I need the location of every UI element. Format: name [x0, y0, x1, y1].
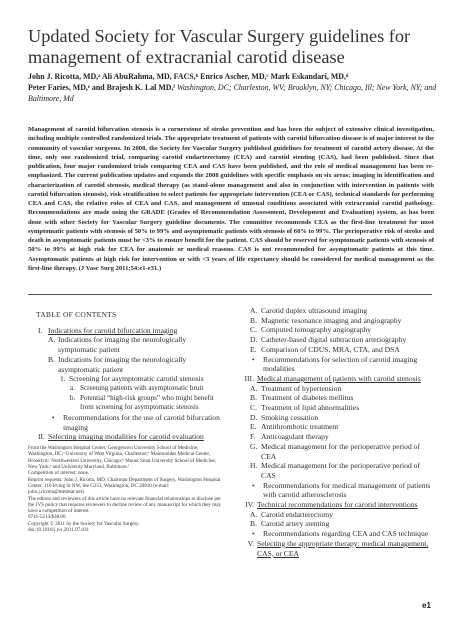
author-names-1: John J. Ricotta, MD,ᵃ Ali AbuRahma, MD, FACS,ᵇ Enrico Ascher, MD,ᶜ Mark Eskandari, MD,ᵈ	[28, 72, 349, 81]
toc-entry-number: E.	[250, 344, 257, 354]
toc-entry-number: A.	[48, 335, 56, 345]
toc-entry-text: Comparison of CDUS, MRA, CTA, and DSA	[261, 344, 400, 354]
toc-entry-text: Smoking cessation	[261, 412, 319, 422]
toc-entry-number: G.	[250, 441, 258, 451]
toc-entry	[240, 481, 436, 500]
toc-entry	[240, 422, 436, 432]
author-block	[28, 71, 438, 105]
page-number: e1	[422, 601, 431, 610]
toc-heading: TABLE OF CONTENTS	[36, 310, 117, 319]
section-divider	[28, 294, 432, 295]
article-title: Updated Society for Vascular Surgery guidelines for management of extracranial carotid disease	[28, 26, 411, 67]
toc-entry	[28, 374, 224, 384]
toc-entry-number: H.	[250, 461, 258, 471]
affiliation-line: Competition of interest: none.	[28, 470, 90, 477]
toc-entry	[240, 384, 436, 394]
toc-entry	[240, 374, 436, 384]
toc-entry-number: III.	[244, 373, 254, 383]
affiliations-footnote	[28, 445, 224, 533]
toc-entry	[28, 413, 224, 432]
abstract: Management of carotid bifurcation stenosis is a cornerstone of stroke prevention and has been the subject of extensive clinical investigation, including multiple controlled randomized trials. The appropriate treatment of patients with carotid bifurcation disease is of major interest to the community of vascular surgeons. In 2008, the Society for Vascular Surgery published guidelines for treatment of carotid artery disease. At the time, only one randomized trial, comparing carotid endarterectomy (CEA) and carotid stenting (CAS), had been published. Since that publication, four major randomized trials comparing CEA and CAS have been published, and the role of medical management has been re-emphasized. The current publication updates and expands the 2008 guidelines with specific emphasis on six areas: imaging in identification and characterization of carotid stenosis, medical therapy (as stand-alone management and also in conjunction with intervention in patients with carotid bifurcation stenosis), risk stratification to select patients for appropriate intervention (CEA or CAS), technical standards for performing CEA and CAS, the relative roles of CEA and CAS, and management of unusual conditions associated with extracranial carotid pathology. Recommendations are made using the GRADE (Grades of Recommendation Assessment, Development and Evaluation) system, as has been done with other Society for Vascular Surgery guideline documents. The committee recommends CEA as the first-line treatment for most symptomatic patients with stenosis of 50% to 99% and asymptomatic patients with stenosis of 60% to 99%. The perioperative risk of stroke and death in asymptomatic patients must be <3% to ensure benefit for the patient. CAS should be reserved for symptomatic patients with stenosis of 50% to 99% at high risk for CEA for anatomic or medical reasons. CAS is not recommended for asymptomatic patients at this time. Asymptomatic patients at high risk for intervention or with <3 years of life expectancy should be considered for medical management as the first-line therapy. (J Vasc Surg 2011;54:e1-e31.)	[28, 126, 434, 272]
toc-entry-text: Computed tomography angiography	[261, 325, 372, 335]
toc-entry-number: •	[252, 480, 255, 490]
toc-entry	[240, 432, 436, 442]
toc-entry-text: Medical management of patients with carotid stenosis	[257, 373, 421, 383]
toc-entry-text: Screening patients with asymptomatic bruit	[80, 383, 204, 392]
right-column	[240, 306, 436, 558]
toc-entry-text: Technical recommendations for carotid interventions	[257, 500, 418, 510]
toc-entry	[240, 403, 436, 413]
toc-entry-number: C.	[250, 325, 257, 335]
affiliation-line: 0741-5214/$36.00	[28, 514, 66, 521]
toc-entry-number: I.	[38, 325, 43, 335]
toc-entry-number: B.	[250, 519, 257, 529]
toc-entry-number: V.	[247, 538, 254, 548]
toc-entry	[240, 335, 436, 345]
toc-entry-number: A.	[250, 509, 258, 519]
toc-entry-number: II.	[38, 432, 45, 442]
toc-entry	[240, 316, 436, 326]
toc-entry-number: E.	[250, 422, 257, 432]
toc-entry-number: •	[252, 529, 255, 539]
toc-entry-number: •	[252, 354, 255, 364]
toc-entry	[240, 461, 436, 480]
toc-entry	[240, 519, 436, 529]
toc-entry-text: Treatment of hypertension	[261, 383, 342, 393]
toc-entry-text: Treatment of diabetes mellitus	[261, 393, 354, 403]
toc-entry-text: Selecting the appropriate therapy: medical management, CAS, or CEA	[257, 538, 429, 558]
toc-entry	[28, 384, 224, 394]
toc-entry-text: Antithrombotic treatment	[261, 422, 339, 432]
affiliation-line: doi:10.1016/j.jvs.2011.07.031	[28, 527, 90, 533]
author-names-2: Peter Faries, MD,ᵉ and Brajesh K. Lal MD,ᶠ	[28, 83, 175, 93]
toc-entry-text: Anticoagulant therapy	[261, 432, 329, 442]
toc-entry-text: Recommendations for medical management of patients with carotid atherosclerosis	[263, 480, 431, 500]
toc-entry-number: A.	[250, 306, 258, 315]
toc-entry	[28, 326, 224, 336]
toc-entry-number: D.	[250, 335, 258, 345]
toc-entry	[240, 355, 436, 374]
toc-entry-text: Recommendations for selection of carotid imaging modalities	[263, 354, 418, 374]
toc-entry-number: B.	[250, 393, 257, 403]
left-column	[28, 306, 224, 533]
affiliation-line: Copyright © 2011 by the Society for Vascular Surgery.	[28, 520, 140, 527]
toc-entry	[240, 393, 436, 403]
toc-entry-number: A.	[250, 383, 258, 393]
toc-entry-text: Carotid endarterectomy	[261, 509, 333, 519]
toc-entry-text: Medical management for the perioperative period of CEA	[261, 441, 420, 461]
affiliation-line: Reprint requests: John J. Ricotta, MD, Chairman Department of Surgery, Washington Hospital Center, 110 Irving St NW, Ste G253, Washington, DC 20010 (e-mail: john.j.ricotta@medstar.net).	[28, 476, 221, 496]
toc-entry-text: Carotid duplex ultrasound imaging	[261, 306, 368, 315]
toc-entry-number: B.	[48, 354, 55, 364]
toc-entry-number: •	[52, 413, 55, 423]
toc-entry	[28, 335, 224, 354]
affiliation-line: From the Washington Hospital Center, Georgetown University School of Medicine, Washington, DC;ᵃ University of West Virginia, Charleston;ᵇ Maimonides Medical Center, Brooklyn;ᶜ Northwestern University, Chicago;ᵈ Mount Sinai University School of Medicine, New York;ᵉ and University Maryland, Baltimore.ᶠ	[28, 445, 217, 471]
toc-entry	[240, 442, 436, 461]
toc-entry-number: B.	[250, 315, 257, 325]
toc-entry-text: Medical management for the perioperative period of CAS	[261, 461, 420, 480]
toc-entry-text: Indications for imaging the neurologically asymptomatic patient	[58, 354, 187, 374]
toc-entry-text: Selecting imaging modalities for carotid evaluation	[48, 432, 204, 442]
toc-entry-number: C.	[250, 403, 257, 413]
toc-entry	[240, 345, 436, 355]
toc-entry-number: D.	[250, 412, 258, 422]
toc-entry	[240, 413, 436, 423]
toc-entry	[28, 432, 224, 442]
toc-entry-text: Potential “high-risk groups” who might benefit from screening for asymptomatic stenosis	[80, 393, 214, 412]
toc-entry	[240, 529, 436, 539]
toc-entry	[240, 500, 436, 510]
toc-entry-text: Screening for asymptomatic carotid stenosis	[69, 374, 204, 384]
toc-entry	[28, 355, 224, 374]
toc-entry	[28, 394, 224, 413]
toc-entry-text: Magnetic resonance imaging and angiography	[261, 315, 402, 325]
toc-entry-number: IV.	[245, 500, 254, 510]
affiliation-line: The editors and reviewers of this article have no relevant financial relationships to disclose per the JVS policy that requires reviewers to decline review of any manuscript for which they may have a competition of interest.	[28, 495, 222, 515]
toc-entry-text: Treatment of lipid abnormalities	[261, 403, 360, 413]
toc-entry-text: Catheter-based digital subtraction arteriography	[261, 335, 407, 345]
toc-entry-text: Recommendations regarding CEA and CAS technique	[263, 529, 429, 539]
toc-entry	[240, 325, 436, 335]
toc-entry-number: a.	[70, 383, 75, 392]
toc-entry-number: b.	[70, 393, 76, 402]
toc-entry	[240, 306, 436, 316]
toc-entry-text: Carotid artery stenting	[261, 519, 330, 529]
toc-entry-text: Indications for imaging the neurologically symptomatic patient	[58, 335, 187, 355]
toc-entry-number: F.	[250, 432, 256, 442]
toc-entry	[240, 510, 436, 520]
toc-entry-number: 1.	[60, 374, 66, 384]
toc-right-list	[240, 306, 436, 558]
toc-entry-text: Recommendations for the use of carotid bifurcation imaging	[63, 413, 220, 432]
toc-left-list	[28, 326, 224, 442]
author-locations: Washington, DC; Charleston, WV; Brooklyn, NY; Chicago, Ill; New York, NY; and Baltimore, Md	[28, 83, 437, 104]
toc-entry	[240, 539, 436, 558]
toc-entry-text: Indications for carotid bifurcation imaging	[48, 325, 178, 335]
